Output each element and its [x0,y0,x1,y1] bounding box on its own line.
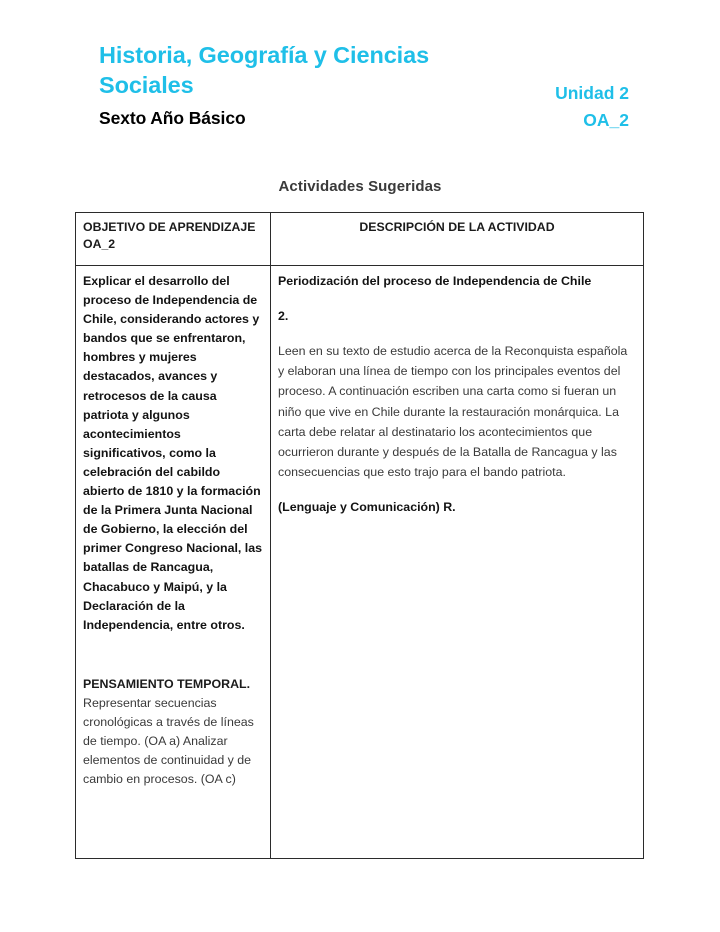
column-header-description: DESCRIPCIÓN DE LA ACTIVIDAD [271,213,644,266]
objective-cell [76,266,271,859]
document-header [99,40,629,134]
oa-code-label: OA_2 [583,110,629,131]
table-header-row [76,213,644,266]
table-row [76,266,644,859]
activity-number: 2. [278,308,289,323]
column-header-objective: OBJETIVO DE APRENDIZAJE OA_2 [76,213,271,266]
section-title: Actividades Sugeridas [278,178,442,195]
subject-title: Historia, Geografía y Ciencias Sociales [99,42,430,99]
skill-description-text: Representar secuencias cronológicas a través de líneas de tiempo. (OA a) Analizar elementos de continuidad y de cambio en procesos. (OA c) [83,695,254,787]
header-left-block [99,40,504,130]
objective-description-text: Explicar el desarrollo del proceso de Independencia de Chile, considerando actores y bandos que se enfrentaron, hombres y mujeres destacados, avances y retrocesos de la causa patriota y algunos acontecimientos significativos, como la celebración del cabildo abierto de 1810 y la formación de la Primera Junta Nacional de Gobierno, la elección del primer Congreso Nacional, las batallas de Rancagua, Chacabuco y Maipú, y la Declaración de la Independencia, entre otros. [83,274,263,632]
activity-heading: Periodización del proceso de Independencia de Chile [278,274,592,288]
header-right-block [504,40,629,134]
skill-name-label: PENSAMIENTO TEMPORAL. [83,676,251,691]
activity-subject-reference: (Lenguaje y Comunicación) R. [278,499,456,514]
activity-body-text: Leen en su texto de estudio acerca de la Reconquista española y elaboran una línea de tiempo con los principales eventos del proceso. A continuación escriben una carta como si fueran un niño que vive en Chile durante la restauración monárquica. La carta debe relatar al destinatario los acontecimientos que ocurrieron durante y después de la Batalla de Rancagua y las consecuencias que esto trajo para el bando patriota. [278,344,628,479]
description-cell [271,266,644,859]
activities-table [75,212,644,859]
skill-block [83,675,263,790]
unit-label: Unidad 2 [555,83,629,103]
grade-level-title: Sexto Año Básico [99,108,246,129]
